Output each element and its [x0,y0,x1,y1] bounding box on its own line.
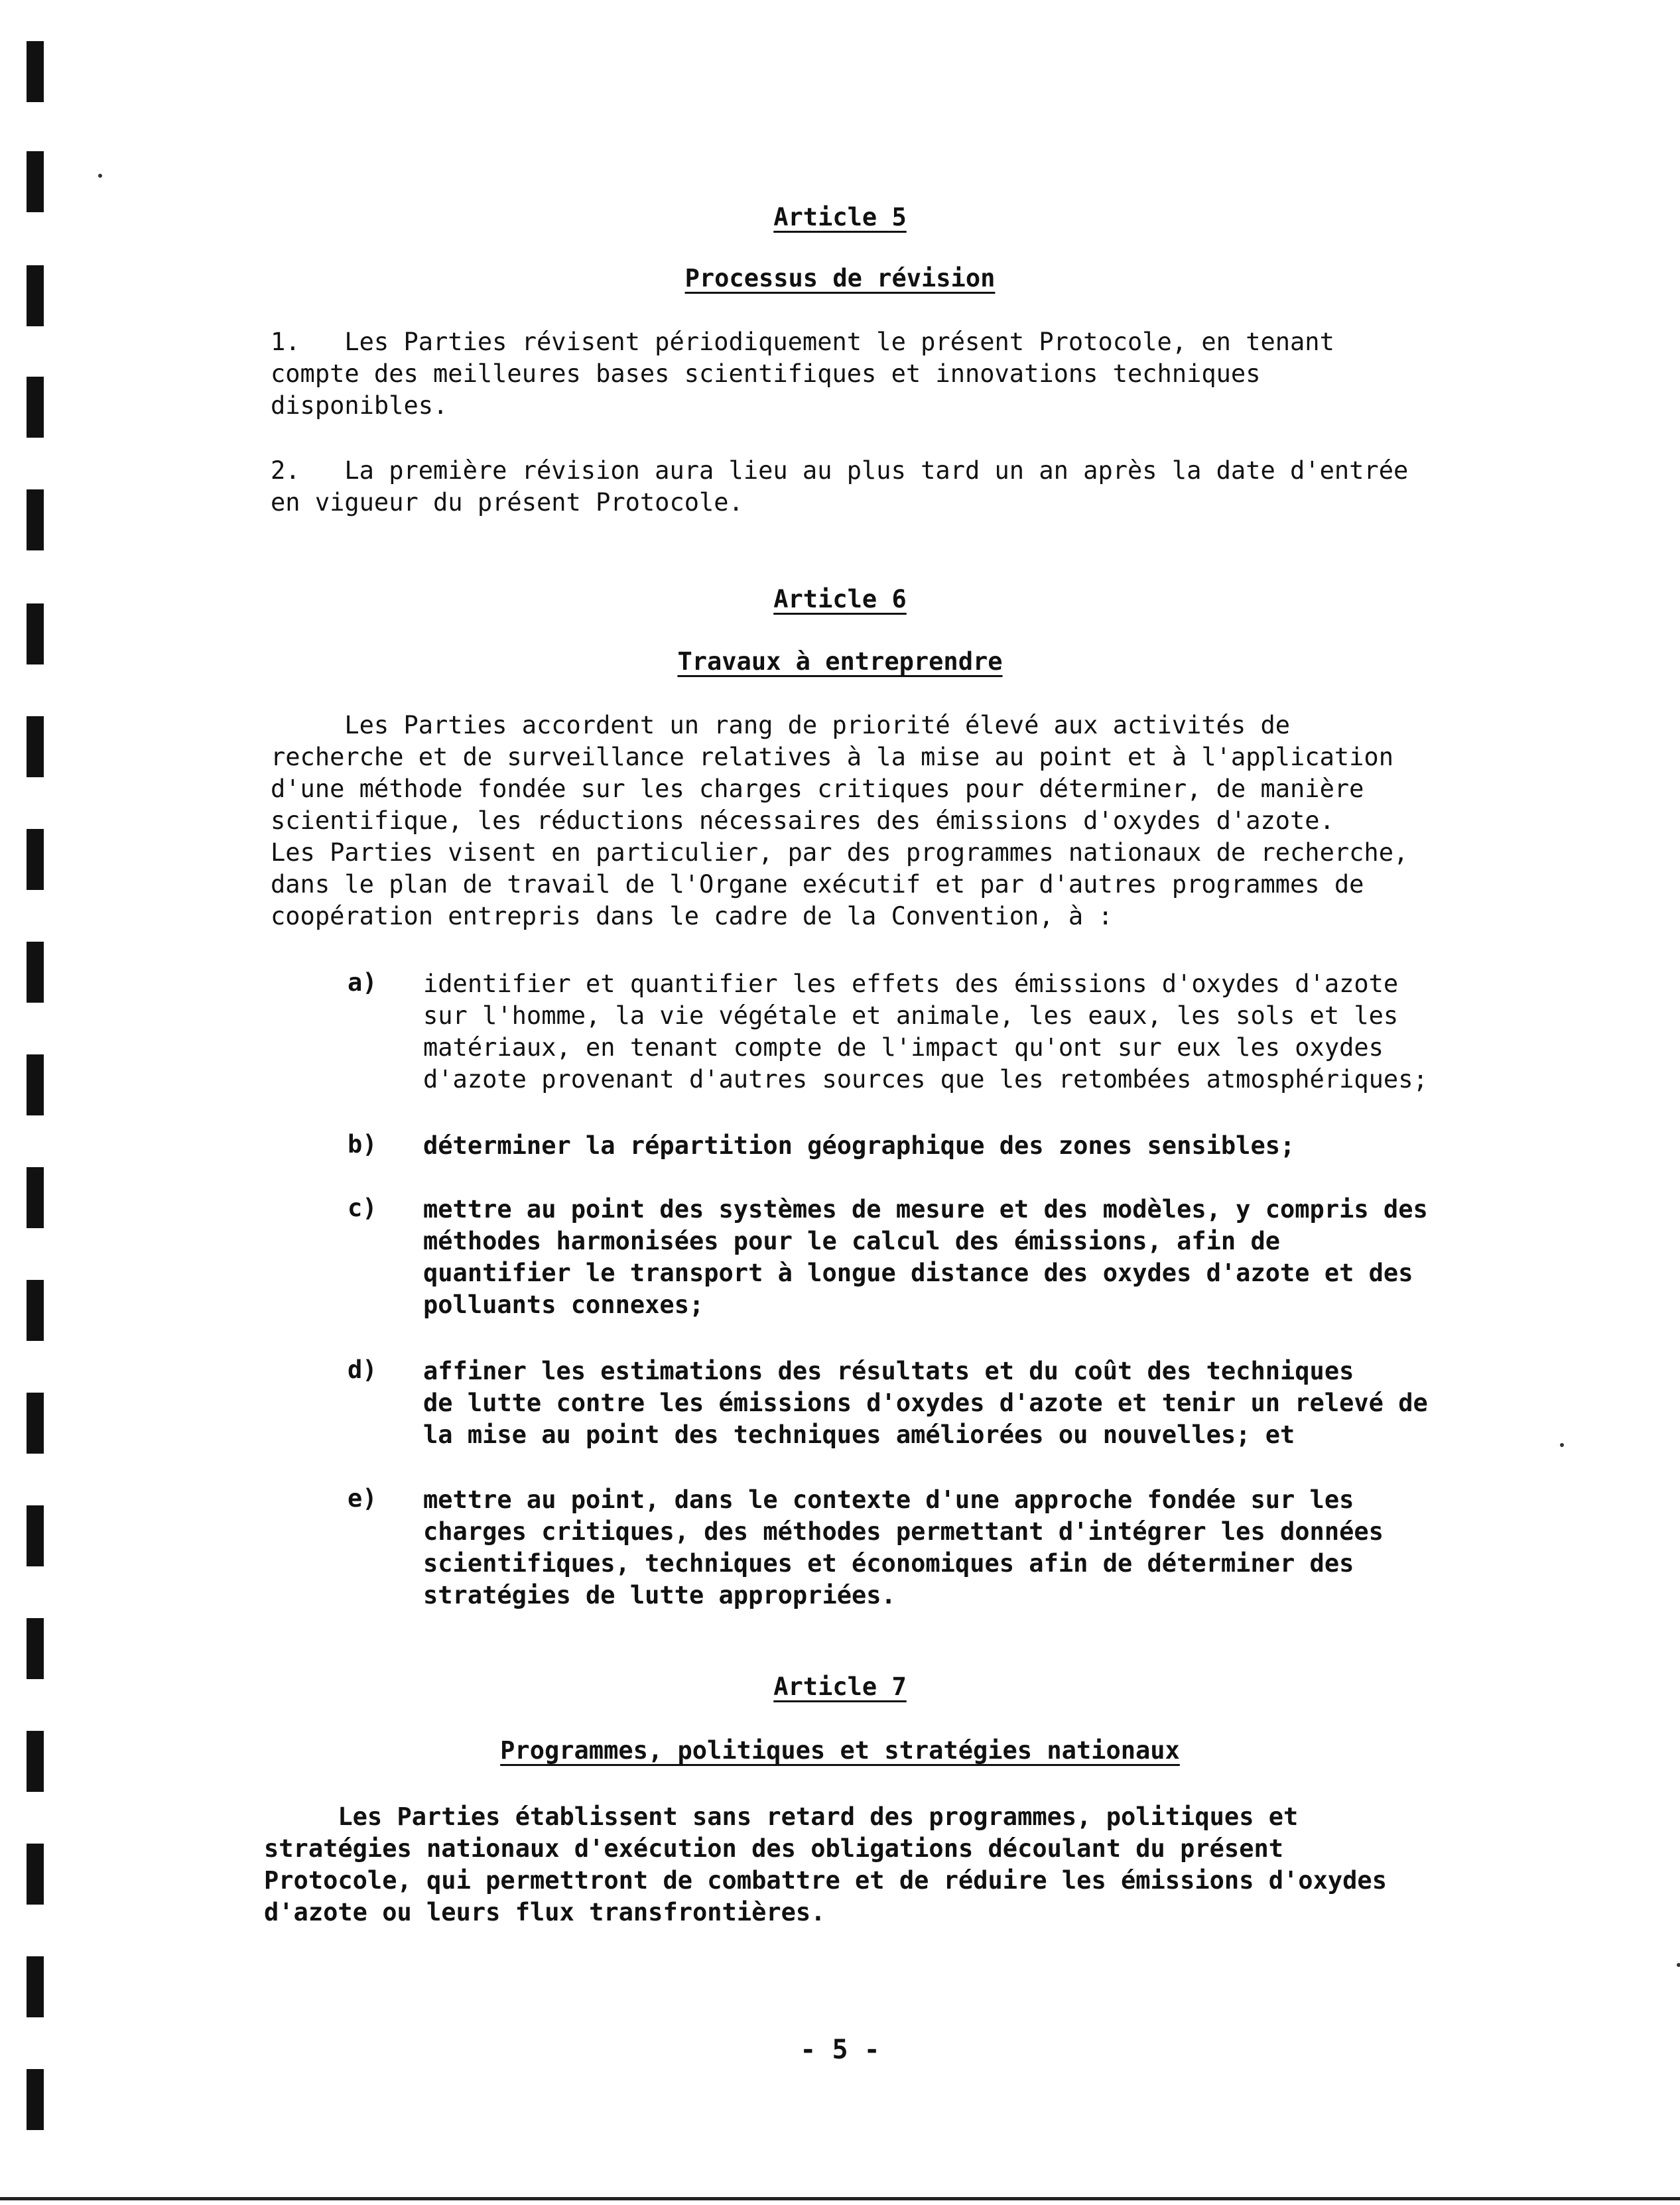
list-item-line: scientifiques, techniques et économiques afin de déterminer des [423,1549,1354,1578]
list-item-label: e) [348,1484,377,1513]
paragraph-line: disponibles. [271,391,448,420]
paragraph-line: compte des meilleures bases scientifiques et innovations techniques [271,359,1261,388]
paragraph-line: 1. Les Parties révisent périodiquement le présent Protocole, en tenant [271,328,1334,356]
binding-mark [27,716,44,777]
list-item-line: d'azote provenant d'autres sources que les retombées atmosphériques; [423,1065,1428,1094]
binding-mark [27,1054,44,1115]
binding-mark [27,489,44,550]
article-subheading: Processus de révision [684,264,996,292]
article-heading: Article 6 [773,585,907,613]
list-item-line: polluants connexes; [423,1291,704,1319]
list-item-label: a) [348,968,377,997]
binding-mark [27,829,44,890]
binding-mark [27,41,44,102]
article-subheading: Travaux à entreprendre [677,647,1003,676]
paragraph-line: scientifique, les réductions nécessaires des émissions d'oxydes d'azote. [271,806,1334,835]
binding-mark [27,377,44,438]
binding-mark [27,1844,44,1905]
paragraph-line: Les Parties accordent un rang de priorité élevé aux activités de [271,711,1291,739]
list-item-line: quantifier le transport à longue distance des oxydes d'azote et des [423,1259,1413,1287]
scan-speck [1677,1963,1680,1967]
page-number: - 5 - [800,2035,880,2065]
list-item-label: d) [348,1355,377,1384]
binding-mark [27,1956,44,2017]
paragraph-line: Protocole, qui permettront de combattre et de réduire les émissions d'oxydes [264,1866,1387,1895]
paragraph-line: d'azote ou leurs flux transfrontières. [264,1898,826,1926]
binding-mark [27,1618,44,1679]
list-item-line: affiner les estimations des résultats et du coût des techniques [423,1357,1354,1385]
binding-mark [27,942,44,1003]
article-subheading: Programmes, politiques et stratégies nationaux [500,1736,1180,1765]
paragraph-line: d'une méthode fondée sur les charges critiques pour déterminer, de manière [271,775,1364,803]
paragraph-line: dans le plan de travail de l'Organe exécutif et par d'autres programmes de [271,870,1364,899]
list-item-line: mettre au point des systèmes de mesure et des modèles, y compris des [423,1195,1428,1224]
page-bottom-edge [0,2197,1680,2200]
list-item-line: de lutte contre les émissions d'oxydes d'azote et tenir un relevé de [423,1389,1428,1417]
binding-mark [27,1393,44,1454]
paragraph-line: en vigueur du présent Protocole. [271,488,743,517]
list-item-line: identifier et quantifier les effets des émissions d'oxydes d'azote [423,970,1399,998]
list-item-line: méthodes harmonisées pour le calcul des émissions, afin de [423,1227,1281,1255]
paragraph-line: Les Parties visent en particulier, par des programmes nationaux de recherche, [271,838,1409,867]
list-item-label: c) [348,1194,377,1222]
binding-mark [27,1167,44,1228]
binding-mark [27,2069,44,2130]
list-item-label: b) [348,1130,377,1159]
list-item-line: sur l'homme, la vie végétale et animale, les eaux, les sols et les [423,1001,1399,1030]
paragraph-line: 2. La première révision aura lieu au plus tard un an après la date d'entrée [271,456,1409,485]
paragraph-line: Les Parties établissent sans retard des programmes, politiques et [264,1802,1299,1831]
paragraph-line: recherche et de surveillance relatives à la mise au point et à l'application [271,743,1393,771]
article-heading: Article 5 [773,203,907,231]
scan-speck [1560,1443,1564,1447]
binding-mark [27,1505,44,1566]
list-item-line: la mise au point des techniques améliorées ou nouvelles; et [423,1420,1295,1449]
binding-mark [27,1280,44,1341]
list-item-line: mettre au point, dans le contexte d'une approche fondée sur les [423,1485,1354,1514]
list-item-line: matériaux, en tenant compte de l'impact qu'ont sur eux les oxydes [423,1033,1384,1062]
article-heading: Article 7 [773,1672,907,1701]
list-item-line: charges critiques, des méthodes permettant d'intégrer les données [423,1517,1384,1546]
scan-speck [98,174,102,178]
paragraph-line: stratégies nationaux d'exécution des obligations découlant du présent [264,1834,1284,1863]
list-item-line: stratégies de lutte appropriées. [423,1581,896,1609]
list-item-line: déterminer la répartition géographique des zones sensibles; [423,1131,1295,1160]
paragraph-line: coopération entrepris dans le cadre de la Convention, à : [271,902,1113,930]
